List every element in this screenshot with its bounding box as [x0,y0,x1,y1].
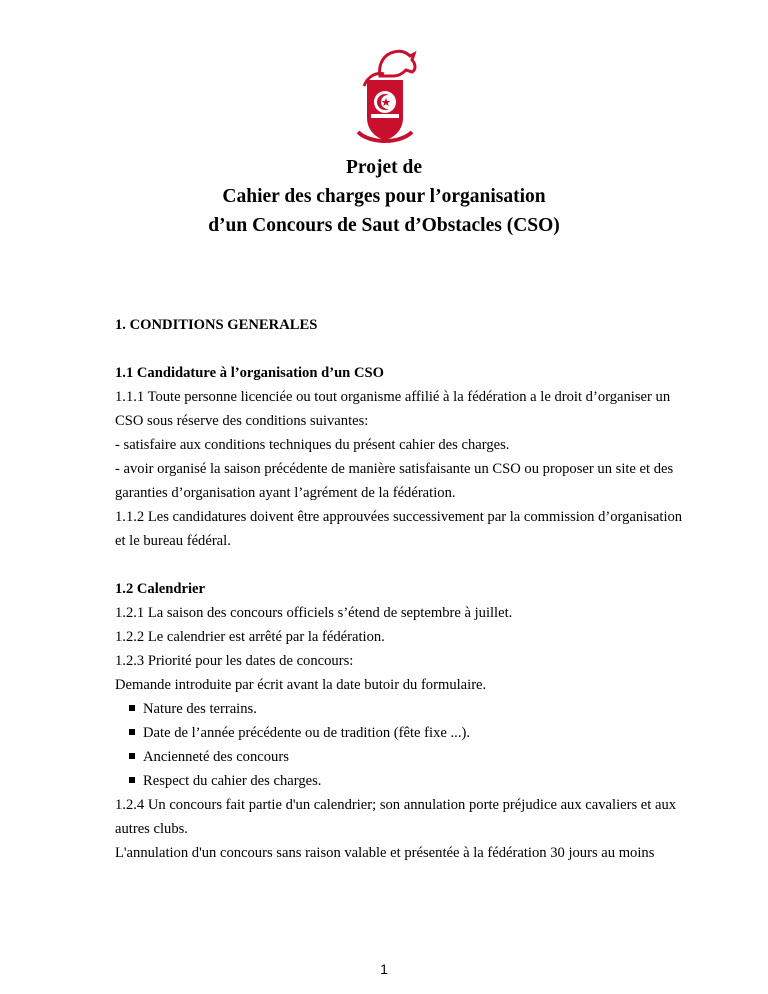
paragraph-line: Demande introduite par écrit avant la date butoir du formulaire. [115,677,487,693]
paragraph-line: - avoir organisé la saison précédente de manière satisfaisante un CSO ou proposer un site et des [115,461,674,477]
list-item: Respect du cahier des charges. [115,769,675,793]
square-bullet-icon [129,705,135,711]
title-line-3: d’un Concours de Saut d’Obstacles (CSO) [208,215,560,236]
list-item: Ancienneté des concours [115,745,675,769]
paragraph-line: et le bureau fédéral. [115,533,231,549]
paragraph-line: garanties d’organisation ayant l’agrément de la fédération. [115,485,456,501]
paragraph-line: 1.2.3 Priorité pour les dates de concours: [115,653,354,669]
paragraph-line: - satisfaire aux conditions techniques du présent cahier des charges. [115,437,510,453]
paragraph-line: 1.2.1 La saison des concours officiels s’étend de septembre à juillet. [115,605,513,621]
document-title [0,153,768,240]
list-item: Nature des terrains. [115,697,675,721]
federation-logo [350,46,420,146]
subsection-heading-1-1: 1.1 Candidature à l’organisation d’un CSO [115,365,384,381]
horse-head-icon [380,51,415,76]
paragraph-line: 1.2.2 Le calendrier est arrêté par la fédération. [115,629,385,645]
paragraph-line: 1.1.1 Toute personne licenciée ou tout organisme affilié à la fédération a le droit d’organiser un [115,389,671,405]
list-item: Date de l’année précédente ou de tradition (fête fixe ...). [115,721,675,745]
paragraph-line: autres clubs. [115,821,188,837]
title-line-1: Projet de [346,157,422,178]
page-number: 1 [380,961,388,977]
square-bullet-icon [129,777,135,783]
square-bullet-icon [129,729,135,735]
paragraph-line: L'annulation d'un concours sans raison valable et présentée à la fédération 30 jours au moins [115,845,655,861]
paragraph-line: 1.1.2 Les candidatures doivent être approuvées successivement par la commission d’organisation [115,509,683,525]
title-line-2: Cahier des charges pour l’organisation [222,186,546,207]
paragraph-line: 1.2.4 Un concours fait partie d'un calendrier; son annulation porte préjudice aux cavaliers et aux [115,797,677,813]
section-heading-1: 1. CONDITIONS GENERALES [115,317,318,333]
document-body [115,313,683,865]
paragraph-line: CSO sous réserve des conditions suivantes: [115,413,369,429]
subsection-heading-1-2: 1.2 Calendrier [115,581,205,597]
square-bullet-icon [129,753,135,759]
